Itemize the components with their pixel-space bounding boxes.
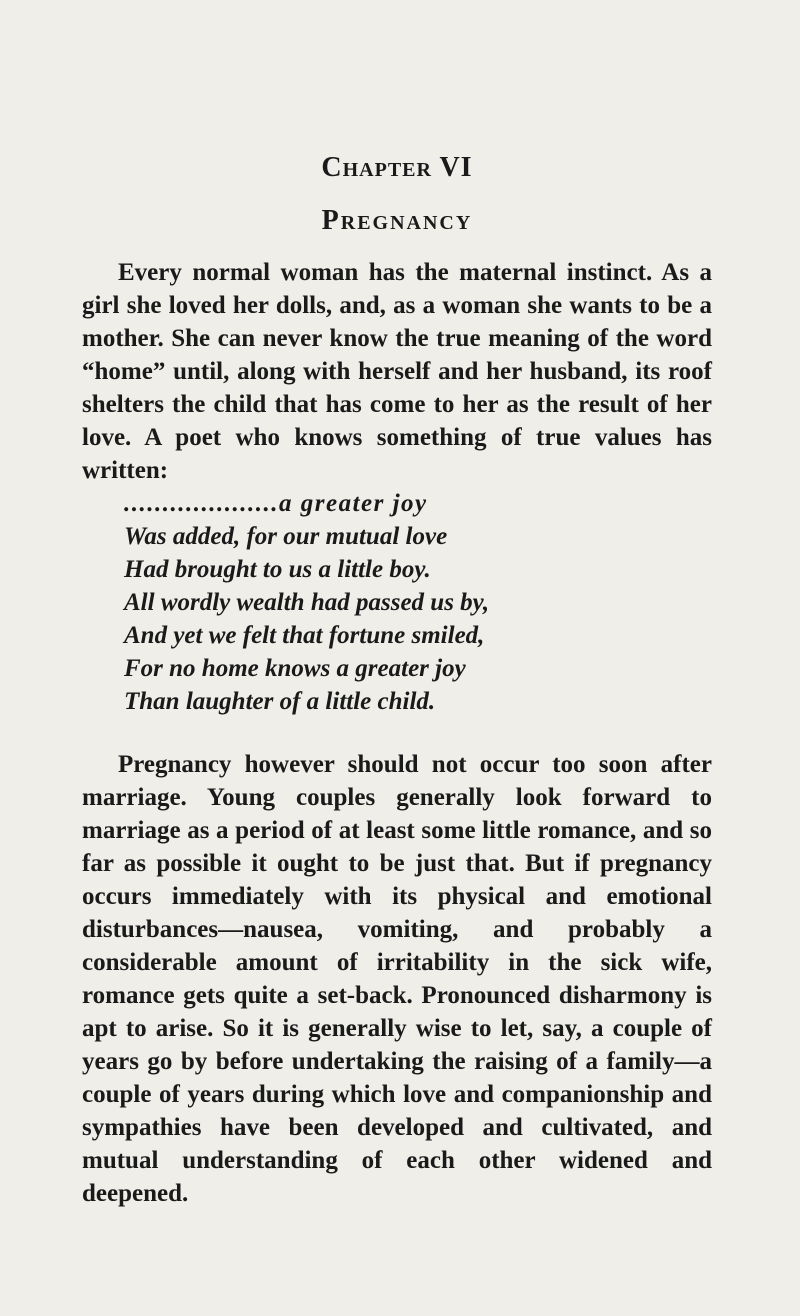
poem-line: Was added, for our mutual love <box>124 523 448 550</box>
chapter-number: Chapter VI <box>321 152 473 183</box>
poem-line: Than laughter of a little child. <box>124 688 436 715</box>
poem-line: For no home knows a greater joy <box>124 655 466 682</box>
poem-line: ....................a greater joy <box>124 490 428 517</box>
book-page <box>82 0 712 1316</box>
chapter-title: Pregnancy <box>321 205 473 236</box>
poem-block <box>124 487 684 718</box>
poem-line: All wordly wealth had passed us by, <box>124 589 490 616</box>
poem-line: Had brought to us a little boy. <box>124 556 431 583</box>
body-paragraph: Pregnancy however should not occur too soon after marriage. Young couples generally look forward to marriage as a period of at least some little romance, and so far as possible it ought to be just that. But if pregnancy occurs immediately with its physical and emotional disturbances—nausea, vomiting, and probably a considerable amount of irritability in the sick wife, romance gets quite a set-back. Pronounced disharmony is apt to arise. So it is generally wise to let, say, a couple of years go by before undertaking the raising of a family—a couple of years during which love and companionship and sympathies have been developed and cultivated, and mutual understanding of each other widened and deepened. <box>82 751 712 1207</box>
poem-line: And yet we felt that fortune smiled, <box>124 622 485 649</box>
body-paragraph: Every normal woman has the maternal instinct. As a girl she loved her dolls, and, as a woman she wants to be a mother. She can never know the true meaning of the word “home” until, along with herself and her husband, its roof shelters the child that has come to her as the result of her love. A poet who knows something of true values has written: <box>82 259 712 484</box>
